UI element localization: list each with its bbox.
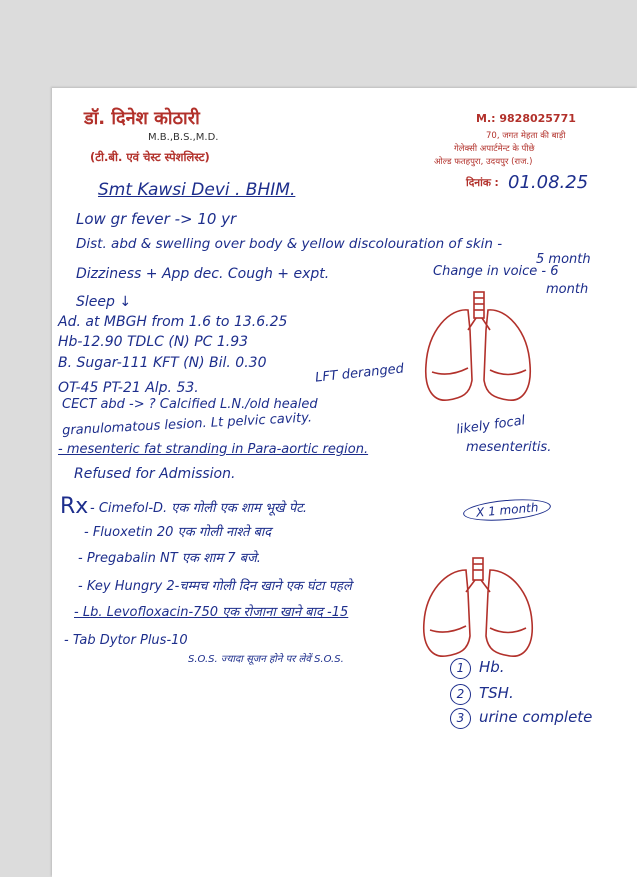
note-line-voice: Change in voice - 6 xyxy=(433,264,559,279)
note-line-duration-5m: 5 month xyxy=(536,252,591,267)
note-line-abdomen: Dist. abd & swelling over body & yellow discolouration of skin - xyxy=(76,236,503,252)
rx-item-1: - Cimefol-D. एक गोली एक शाम भूखे पेट. xyxy=(90,501,307,516)
doctor-speciality: (टी.बी. एवं चेस्ट स्पेशलिस्ट) xyxy=(90,150,210,164)
note-line-cect: CECT abd -> ? Calcified L.N./old healed xyxy=(62,397,318,412)
date-label: दिनांक : xyxy=(466,177,499,189)
investigation-label: Hb. xyxy=(479,658,505,676)
date-value: 01.08.25 xyxy=(508,172,589,193)
note-line-ot-pt: OT-45 PT-21 Alp. 53. xyxy=(58,380,199,396)
prescription-sheet xyxy=(52,88,637,877)
investigation-2 xyxy=(450,684,514,705)
doctor-degrees: M.B.,B.S.,M.D. xyxy=(148,132,219,143)
note-line-hb: Hb-12.90 TDLC (N) PC 1.93 xyxy=(58,334,249,350)
investigation-number: 3 xyxy=(450,708,471,729)
rx-duration: X 1 month xyxy=(462,496,552,524)
investigation-label: TSH. xyxy=(479,684,514,702)
note-line-sleep: Sleep ↓ xyxy=(76,294,132,310)
address-line-2: गेलेक्सी अपार्टमेन्ट के पीछे xyxy=(454,144,535,154)
patient-name: Smt Kawsi Devi . BHIM. xyxy=(98,180,296,200)
rx-item-3: - Pregabalin NT एक शाम 7 बजे. xyxy=(78,551,261,566)
note-line-mesenteric: - mesenteric fat stranding in Para-aortic region. xyxy=(58,442,369,457)
rx-item-2: - Fluoxetin 20 एक गोली नाश्ते बाद xyxy=(84,525,272,540)
note-line-voice-month: month xyxy=(546,282,589,297)
note-line-fever: Low gr fever -> 10 yr xyxy=(76,210,237,228)
rx-item-6-note: S.O.S. ज्यादा सूजन होने पर लेवें S.O.S. xyxy=(188,654,344,665)
investigation-number: 2 xyxy=(450,684,471,705)
note-line-lft: LFT deranged xyxy=(314,361,405,386)
note-line-granuloma: granulomatous lesion. Lt pelvic cavity. xyxy=(61,410,313,439)
rx-item-6: - Tab Dytor Plus-10 xyxy=(64,633,188,648)
note-line-sugar: B. Sugar-111 KFT (N) Bil. 0.30 xyxy=(58,355,267,371)
note-line-refused: Refused for Admission. xyxy=(74,466,236,482)
lungs-diagram-upper xyxy=(420,290,536,408)
address-line-1: 70, जगत मेहता की बाड़ी xyxy=(486,131,566,141)
doctor-name: डॉ. दिनेश कोठारी xyxy=(84,108,200,129)
note-line-mesenteritis: mesenteritis. xyxy=(466,440,552,455)
address-line-3: ओल्ड फतहपुरा, उदयपुर (राज.) xyxy=(434,157,533,167)
investigation-number: 1 xyxy=(450,658,471,679)
note-line-dizziness: Dizziness + App dec. Cough + expt. xyxy=(76,266,330,282)
investigation-3 xyxy=(450,708,592,729)
note-line-admission: Ad. at MBGH from 1.6 to 13.6.25 xyxy=(58,314,288,330)
rx-item-4: - Key Hungry 2-चम्मच गोली दिन खाने एक घंटा पहले xyxy=(78,579,352,594)
rx-item-5: - Lb. Levofloxacin-750 एक रोजाना खाने बाद -15 xyxy=(74,605,349,620)
doctor-mobile: M.: 9828025771 xyxy=(476,112,576,125)
investigation-label: urine complete xyxy=(479,708,593,726)
lungs-diagram-lower xyxy=(418,556,538,660)
note-line-likely-focal: likely focal xyxy=(455,413,527,438)
rx-symbol: Rx xyxy=(60,494,89,519)
investigation-1 xyxy=(450,658,505,679)
